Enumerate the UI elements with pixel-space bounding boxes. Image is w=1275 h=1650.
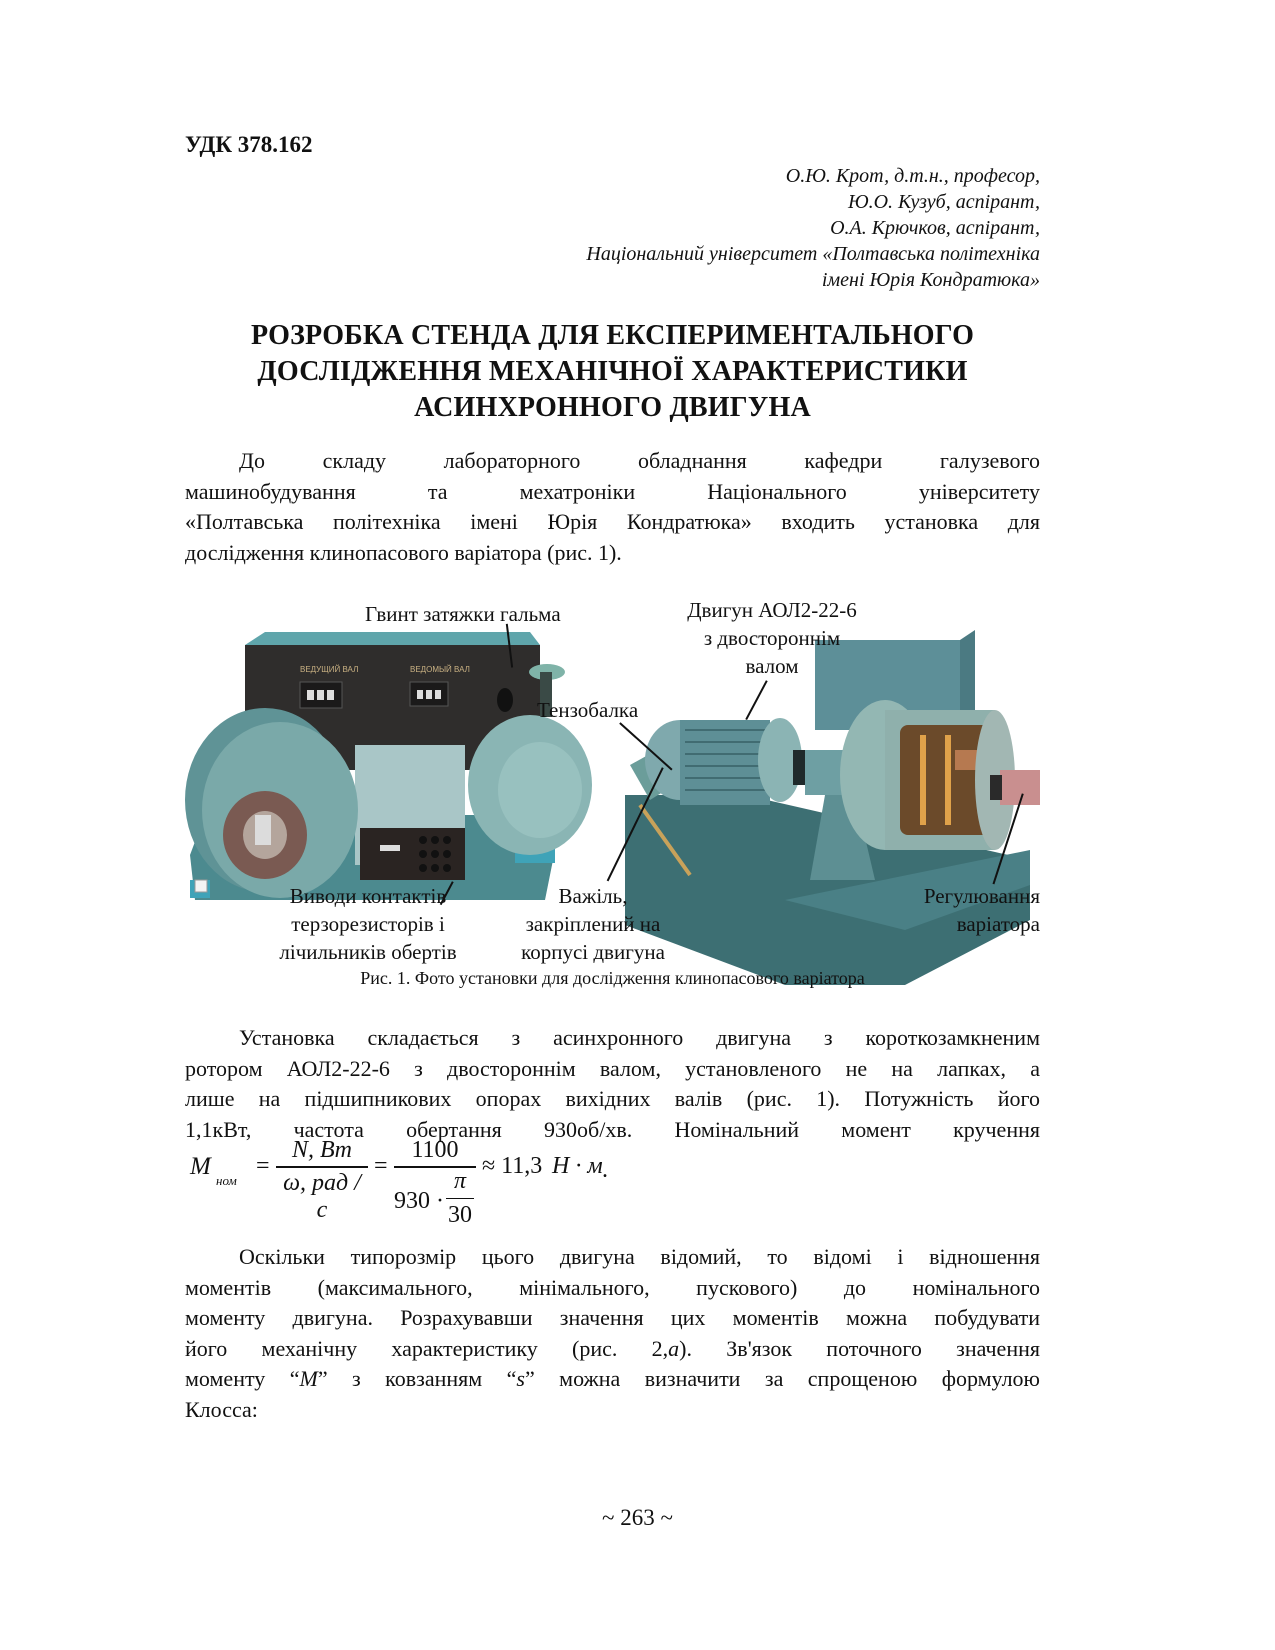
label-variator: [875, 882, 1040, 938]
figure-1-photo: [185, 600, 1040, 985]
label-contacts-line-1: Виводи контактів: [289, 884, 447, 908]
label-brake-screw: Гвинт затяжки гальма: [365, 602, 561, 626]
formula-equals-2: =: [374, 1153, 388, 1179]
formula-lhs-subscript: ном: [216, 1173, 237, 1188]
formula-approx-value: ≈ 11,3: [482, 1153, 543, 1179]
fraction-numerator: N, Bm: [292, 1137, 352, 1163]
page-number: ~ 263 ~: [602, 1505, 673, 1530]
author-1: О.Ю. Крот, д.т.н., професор,: [785, 165, 1040, 187]
paragraph-line: Установка складається з асинхронного двигуна з короткозамкненим: [239, 1025, 1040, 1050]
nominal-torque-formula: [190, 1137, 630, 1243]
label-contacts: [253, 882, 483, 966]
text-run: ” можна визначити за спрощеною формулою: [524, 1366, 1040, 1391]
title-line-3: АСИНХРОННОГО ДВИГУНА: [414, 392, 811, 423]
fraction-numerator: 1100: [411, 1137, 459, 1163]
formula-lhs: M: [190, 1153, 211, 1180]
affiliation-line-1: Національний університет «Полтавська політехніка: [586, 243, 1040, 265]
paragraph-line: До складу лабораторного обладнання кафедри галузевого: [239, 448, 1040, 473]
label-motor-line-1: Двигун АОЛ2-22-6: [687, 598, 857, 622]
text-run: його механічну характеристику (рис. 2,: [185, 1335, 669, 1361]
paragraph-line: Клосса:: [185, 1396, 258, 1422]
paragraph-line: [185, 1334, 1040, 1365]
text-run-italic: M: [299, 1366, 318, 1391]
label-contacts-line-3: лічильників обертів: [279, 940, 457, 964]
fraction-denominator: ω, рад / c: [283, 1169, 361, 1223]
formula-fraction-2: [394, 1137, 476, 1234]
denominator-930: 930 ·: [394, 1187, 444, 1214]
fraction-bar: [276, 1166, 368, 1168]
formula-fraction-1: [276, 1137, 368, 1224]
inner-fraction-bar: [446, 1198, 474, 1200]
characteristic-paragraph: [185, 1242, 1040, 1425]
paragraph-line: «Полтавська політехніка імені Юрія Кондратюка» входить установка для: [185, 509, 1040, 534]
intro-paragraph: [185, 446, 1040, 568]
label-strain-beam: Тензобалка: [537, 698, 639, 722]
label-motor: [657, 596, 887, 680]
svg-text:ВЕДОМЫЙ ВАЛ: ВЕДОМЫЙ ВАЛ: [410, 665, 470, 674]
label-lever: [503, 882, 683, 966]
pi-symbol: π: [453, 1167, 467, 1194]
label-contacts-line-2: терзорезисторів і: [291, 912, 445, 936]
label-lever-line-2: закріплений на: [525, 912, 661, 936]
text-run: ). Зв'язок поточного значення: [679, 1335, 1040, 1361]
text-run: ” з ковзанням “: [317, 1366, 517, 1391]
authors-block: [586, 163, 1040, 293]
formula-equals: =: [256, 1153, 270, 1179]
paragraph-line: Оскільки типорозмір цього двигуна відомий, то відомі і відношення: [239, 1244, 1040, 1269]
text-run-italic: s: [516, 1366, 525, 1391]
label-motor-line-3: валом: [745, 654, 799, 678]
title-line-1: РОЗРОБКА СТЕНДА ДЛЯ ЕКСПЕРИМЕНТАЛЬНОГО: [250, 320, 975, 351]
label-lever-line-1: Важіль,: [558, 884, 628, 908]
paragraph-line: ротором АОЛ2-22-6 з двостороннім валом, установленого не на лапках, а: [185, 1055, 1040, 1081]
description-paragraph: [185, 1023, 1040, 1145]
paragraph-line: моментів (максимального, мінімального, пускового) до номінального: [185, 1274, 1040, 1300]
label-variator-line-1: Регулювання: [923, 884, 1040, 908]
svg-text:ВЕДУЩИЙ ВАЛ: ВЕДУЩИЙ ВАЛ: [300, 665, 359, 674]
formula-period: .: [602, 1157, 608, 1183]
label-variator-line-2: варіатора: [956, 912, 1040, 936]
paper-title: [185, 318, 1040, 426]
label-motor-line-2: з двостороннім: [703, 626, 841, 650]
text-run-italic: a: [668, 1335, 680, 1361]
paragraph-line: [185, 1364, 1040, 1395]
paragraph-line: 1,1кВт, частота обертання 930об/хв. Номінальний момент кручення: [185, 1116, 1040, 1142]
paragraph-line: лише на підшипникових опорах вихідних валів (рис. 1). Потужність його: [185, 1086, 1040, 1111]
figure-caption: Рис. 1. Фото установки для дослідження клинопасового варіатора: [360, 968, 865, 988]
fraction-denominator: [394, 1167, 476, 1234]
text-run: моменту “: [185, 1366, 300, 1391]
udk-code: УДК 378.162: [185, 132, 313, 157]
paragraph-line: дослідження клинопасового варіатора (рис. 1).: [185, 539, 622, 565]
author-3: О.А. Крючков, аспірант,: [830, 217, 1040, 239]
affiliation-line-2: імені Юрія Кондратюка»: [821, 269, 1040, 291]
title-line-2: ДОСЛІДЖЕННЯ МЕХАНІЧНОЇ ХАРАКТЕРИСТИКИ: [257, 356, 968, 387]
paragraph-line: моменту двигуна. Розрахувавши значення цих моментів можна побудувати: [185, 1305, 1040, 1330]
label-lever-line-3: корпусі двигуна: [521, 940, 665, 964]
denominator-30: 30: [448, 1201, 472, 1228]
author-2: Ю.О. Кузуб, аспірант,: [847, 191, 1040, 213]
paragraph-line: машинобудування та мехатроніки Національного університету: [185, 478, 1040, 504]
formula-unit: H · м: [552, 1153, 603, 1179]
